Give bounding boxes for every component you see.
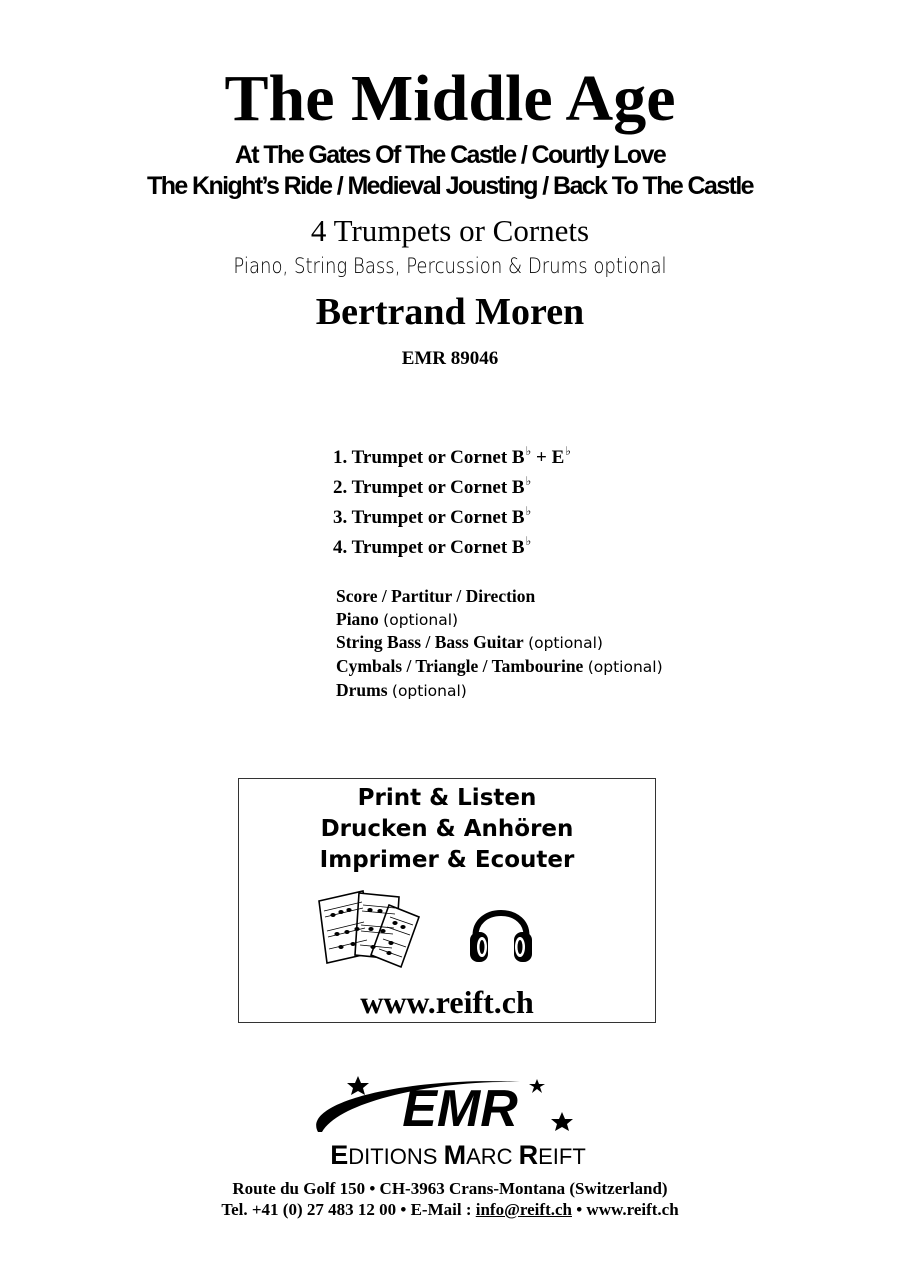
headphones-icon [466,890,536,968]
composer: Bertrand Moren [315,291,585,333]
optional-instruments: Piano, String Bass, Percussion & Drums optional [233,254,667,278]
extra-name: Score / Partitur / Direction [336,586,536,606]
extra-name: Piano [336,608,379,629]
extra-note: (optional) [383,610,459,629]
extra-string-bass [336,631,663,655]
flat-symbol: ♭ [525,534,532,548]
subtitle-line-2: The Knight’s Ride / Medieval Jousting / Back To The Castle [147,172,753,200]
logo-text: EMR [402,1080,518,1138]
extra-piano [336,608,663,632]
part-4 [333,526,571,556]
extras-list [336,585,663,703]
part-2 [333,466,571,496]
publisher-address: Route du Golf 150 • CH-3963 Crans-Montana (Switzerland) [232,1179,668,1198]
extra-name: Cymbals / Triangle / Tambourine [336,656,584,677]
flat-symbol: ♭ [525,474,532,488]
extra-score [336,585,663,608]
extra-name: Drums [336,679,388,700]
part-4-label: 4. Trumpet or Cornet B [333,537,525,558]
instrumentation: 4 Trumpets or Cornets [310,213,590,248]
extra-drums [336,679,663,703]
part-3 [333,496,571,526]
part-1-label: 1. Trumpet or Cornet B [333,447,525,468]
subtitle-line-1: At The Gates Of The Castle / Courtly Love [234,141,666,169]
contact-suffix: • www.reift.ch [571,1200,679,1219]
promo-line-3: Imprimer & Ecouter [319,847,575,873]
print-and-listen-box[interactable] [238,778,656,1023]
parts-list [333,436,571,556]
extra-name: String Bass / Bass Guitar [336,632,524,653]
part-2-label: 2. Trumpet or Cornet B [333,477,525,498]
promo-line-2: Drucken & Anhören [320,816,574,842]
flat-symbol: ♭ [525,444,532,458]
extra-cymbals [336,655,663,679]
part-3-label: 3. Trumpet or Cornet B [333,507,525,528]
promo-line-1: Print & Listen [357,785,537,811]
email-link[interactable]: info@reift.ch [475,1200,572,1219]
promo-url[interactable]: www.reift.ch [360,984,534,1020]
flat-symbol: ♭ [565,444,571,458]
extra-note: (optional) [528,634,603,653]
extra-note: (optional) [391,681,467,700]
sheet-music-icon [315,887,425,969]
catalog-number: EMR 89046 [401,348,499,369]
part-1 [333,436,571,466]
extra-note: (optional) [587,658,663,677]
contact-prefix: Tel. +41 (0) 27 483 12 00 • E-Mail : [221,1200,476,1219]
emr-logo [0,1070,900,1170]
publisher-name: EDITIONS MARC REIFT [330,1140,586,1170]
part-1-extra: + E [531,447,565,468]
title: The Middle Age [224,62,676,135]
publisher-contact [0,1199,900,1221]
flat-symbol: ♭ [525,504,532,518]
